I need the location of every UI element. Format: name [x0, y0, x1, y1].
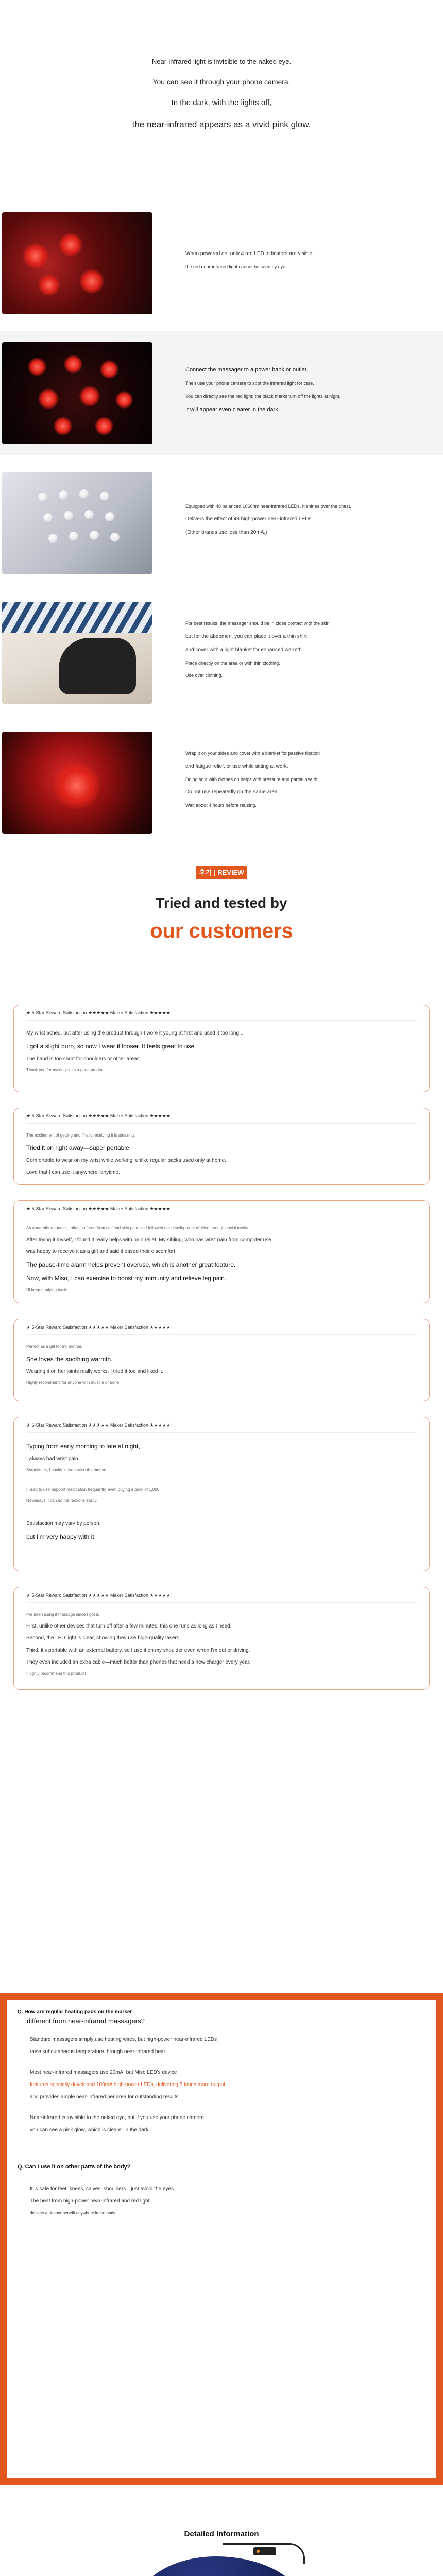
faq-section [0, 1993, 443, 2485]
feature-row [0, 720, 443, 850]
review-line: I always had wrist pain. [26, 1456, 80, 1462]
review-line: Tried it on right away—super portable. [26, 1144, 131, 1151]
review-rating-header: ★ 5-Star Reward Satisfaction ★★★★★ Maker Satisfaction ★★★★★ [26, 1422, 417, 1433]
feature-line: It will appear even clearer in the dark. [185, 406, 280, 413]
review-line: Wearing it on her joints really works. I tried it too and liked it. [26, 1368, 164, 1375]
feature-line: Then use your phone camera to spot the infrared light for care. [185, 381, 314, 386]
feature-row [0, 331, 443, 461]
faq-answer-line: you can see a pink glow, which is clearer in the dark. [30, 2127, 150, 2133]
feature-line: Wait about 4 hours before reusing. [185, 803, 257, 808]
pad-glow-photo [2, 342, 152, 444]
feature-line: For best results, the massager should be in close contact with the skin [185, 621, 330, 626]
faq-answer-line: delivers a deeper benefit anywhere in the body. [30, 2211, 116, 2215]
foot-usage-photo [2, 602, 152, 704]
feature-line: but for the abdomen, you can place it over a thin shirt [185, 633, 307, 639]
feature-line: Use over clothing. [185, 673, 223, 679]
faq-box [7, 2000, 436, 2478]
review-line: I'll keep applying back! [26, 1287, 68, 1293]
faq-answer-line: Standard massagers simply use heating wires, but high-power near-infrared LEDs [30, 2037, 217, 2042]
reviews-title: Tried and tested by [156, 895, 287, 911]
faq-answer-line: and provides ample near-infrared per area for outstanding results. [30, 2094, 180, 2100]
review-line: Highly recommend for anyone with muscle or bone. [26, 1380, 121, 1385]
feature-text [185, 620, 330, 685]
review-rating-header: ★ 5-Star Reward Satisfaction ★★★★★ Maker Satisfaction ★★★★★ [26, 1325, 417, 1335]
review-line: Thank you for making such a good product. [26, 1067, 106, 1073]
review-line: First, unlike other devices that turn off after a few minutes, this one runs as long as I need. [26, 1623, 232, 1629]
review-rating-header: ★ 5-Star Reward Satisfaction ★★★★★ Maker Satisfaction ★★★★★ [26, 1592, 417, 1603]
faq-question-1-cont: different from near-infrared massagers? [27, 2017, 145, 2025]
feature-line: and cover with a light blanket for enhanced warmth. [185, 647, 303, 653]
review-rating-header: ★ 5-Star Reward Satisfaction ★★★★★ Maker Satisfaction ★★★★★ [26, 1010, 417, 1021]
feature-line: Delivers the effect of 48 high-power near-infrared LEDs [185, 516, 312, 522]
feature-line: Doing so it with clothes on helps with pressure and partial health. [185, 776, 319, 782]
review-line: I got a slight burn, so now I wear it looser. It feels great to use. [26, 1042, 196, 1050]
feature-line: You can directly see the red light; the black marks turn off the lights at night. [185, 394, 341, 399]
feature-line: Wrap it on your sides and cover with a blanket for passive fixation [185, 751, 320, 756]
review-card [13, 1108, 430, 1185]
reviews-section [0, 850, 443, 2107]
faq-answer-line: Near-infrared is invisible to the naked eye, but if you use your phone camera, [30, 2115, 206, 2121]
review-line: Third, it's portable with an external battery, so I use it on my shoulder even when I'm out or driving. [26, 1647, 250, 1653]
review-line: As a marathon runner, I often suffered from calf and skin pain, so I followed the development of Miso through social media. [26, 1226, 250, 1230]
faq-answer-line: It is safe for feet, knees, calves, shoulders—just avoid the eyes. [30, 2186, 175, 2192]
review-line: They even included an extra cable—much better than phones that need a new charger every year. [26, 1659, 251, 1666]
review-line: Sometimes, I couldn't even raise the mouse. [26, 1467, 108, 1472]
review-card [13, 1417, 430, 1571]
feature-line: Connect the massager to a power bank or outlet. [185, 367, 308, 374]
feature-row [0, 201, 443, 331]
intro-line-1: Near-infrared light is invisible to the naked eye. [151, 58, 292, 65]
review-line: Perfect as a gift for my mother. [26, 1344, 82, 1349]
intro-line-4: the near-infrared appears as a vivid pink glow. [132, 120, 311, 129]
review-line: Now, with Miso, I can exercise to boost my immunity and relieve leg pain. [26, 1274, 227, 1282]
hand-red-glow-photo [2, 732, 152, 834]
detail-section [0, 2509, 443, 2538]
faq-answer-highlight: features specially developed 100mA high-power LEDs, delivering 5 times more output [30, 2082, 226, 2088]
review-line: Second, the LED light is clear, showing they use high-quality lasers. [26, 1635, 181, 1641]
review-line: Love that I can use it anywhere, anytime. [26, 1170, 120, 1176]
review-card [13, 1319, 430, 1401]
review-line: The excitement of getting and finally receiving it is amazing. [26, 1133, 135, 1138]
review-line: but I'm very happy with it. [26, 1533, 96, 1540]
feature-row [0, 590, 443, 720]
review-line: was happy to receive it as a gift and said it eased their discomfort. [26, 1249, 177, 1255]
review-rating-header: ★ 5-Star Reward Satisfaction ★★★★★ Maker Satisfaction ★★★★★ [26, 1206, 417, 1216]
review-card [13, 1587, 430, 1690]
reviews-subtitle: our customers [150, 920, 293, 942]
feature-line: Place directly on the area or with thin clothing. [185, 660, 280, 666]
review-line: Typing from early morning to late at night, [26, 1443, 140, 1450]
feature-line: and fatigue relief, or use while sitting at work. [185, 763, 288, 769]
feature-line: When powered on, only 4 red LED indicators are visible, [185, 250, 314, 257]
led-panel-photo [2, 472, 152, 574]
feature-rows [0, 201, 443, 850]
detail-title: Detailed Information [184, 2530, 259, 2538]
massager-image [135, 2543, 309, 2576]
review-line: Satisfaction may vary by person, [26, 1521, 101, 1527]
review-card [13, 1200, 430, 1303]
feature-text [185, 366, 340, 420]
review-line: After trying it myself, I found it really helps with pain relief. My sibling, who has wrist pain from computer use, [26, 1236, 273, 1243]
feature-line: (Other brands use less than 20mA.) [185, 530, 267, 536]
review-rating-header: ★ 5-Star Reward Satisfaction ★★★★★ Maker Satisfaction ★★★★★ [26, 1113, 417, 1124]
review-line: I highly recommend this product! [26, 1671, 86, 1676]
knee-red-light-photo [2, 212, 152, 314]
review-line: I've been using it massage since I got it. [26, 1612, 99, 1617]
faq-question-2: Q. Can I use it on other parts of the body? [18, 2164, 131, 2170]
feature-text [185, 750, 320, 815]
review-line: My wrist ached, but after using the product through I wore it young at first and used it too long... [26, 1030, 244, 1036]
faq-answer-line: The heat from high-power near-infrared and red light [30, 2198, 150, 2204]
review-line: I used to use Support medication frequently, even buying a pack of 1,000. [26, 1487, 161, 1493]
feature-line: Equipped with 48 balanced 1060nm near-infrared LEDs. It shines over the chest. [185, 503, 351, 509]
faq-question-1: Q. How are regular heating pads on the market [18, 2009, 132, 2015]
feature-row [0, 461, 443, 590]
review-card [13, 1005, 430, 1092]
faq-answer-line: Most near-infrared massagers use 20mA, but Miso LED's device [30, 2070, 177, 2075]
intro-line-3: In the dark, with the lights off, [171, 98, 272, 107]
intro-line-2: You can see it through your phone camera. [152, 78, 291, 86]
intro-section [0, 0, 443, 201]
power-switch-icon [253, 2547, 276, 2555]
review-line: The pause-time alarm helps prevent overuse, which is another great feature. [26, 1261, 236, 1268]
review-badge: 후기 | REVIEW [196, 866, 247, 879]
feature-text [185, 503, 351, 543]
review-line: She loves the soothing warmth. [26, 1355, 113, 1363]
review-line: The band is too short for shoulders or other areas. [26, 1056, 141, 1062]
feature-text [185, 250, 314, 277]
faq-answer-line: raise subcutaneous temperature through near-infrared heat. [30, 2049, 167, 2055]
feature-line: the red near-infrared light cannot be seen by eye. [185, 264, 287, 269]
review-line: Nowadays, I can do the motions easily. [26, 1498, 98, 1503]
feature-line: Do not use repeatedly on the same area. [185, 789, 279, 795]
review-line: Comfortable to wear on my wrist while working, unlike regular packs used only at home. [26, 1157, 226, 1163]
